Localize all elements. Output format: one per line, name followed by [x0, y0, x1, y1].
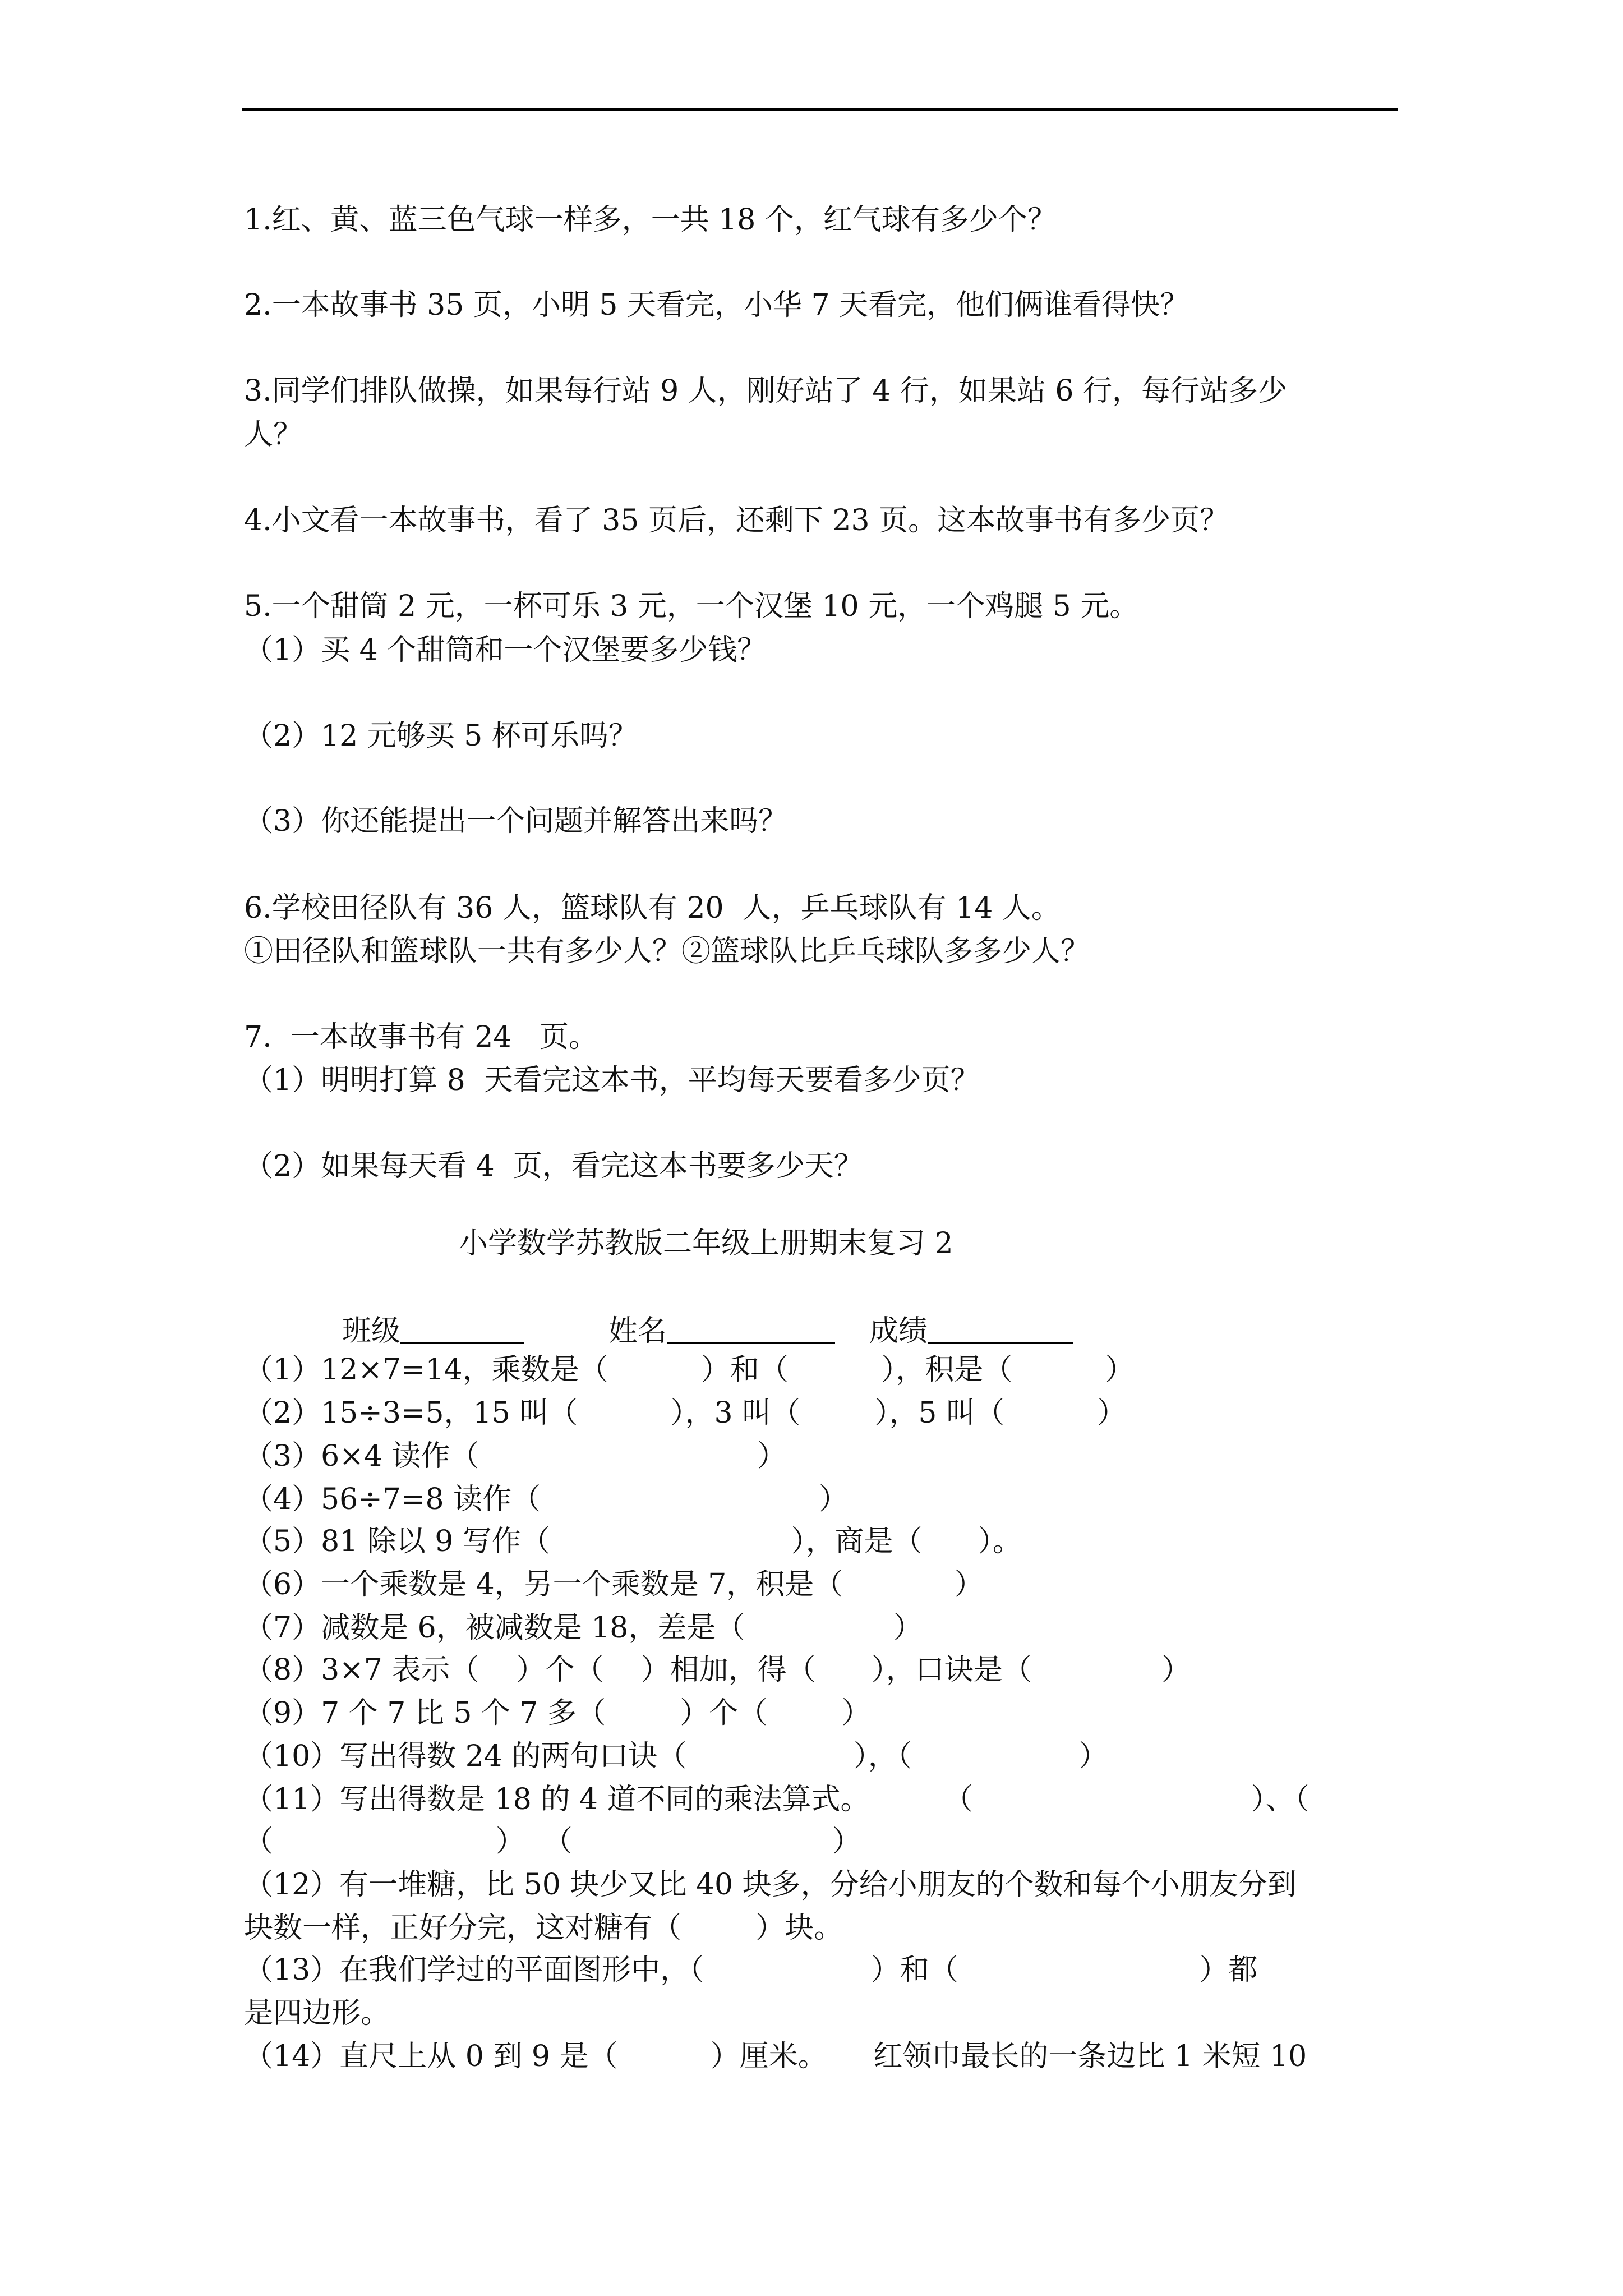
question-9: （9）7 个 7 比 5 个 7 多（ ）个（ ）: [244, 1696, 871, 1730]
header-rule: [242, 108, 1398, 111]
question-13-line2: 是四边形。: [244, 1996, 390, 2030]
class-label: 班级: [342, 1314, 401, 1348]
question-2: （2）15÷3=5，15 叫（ ），3 叫（ ），5 叫（ ）: [244, 1396, 1127, 1430]
problem-7: 7. 一本故事书有 24 页。: [244, 1020, 598, 1054]
class-field: [342, 1313, 524, 1349]
question-8: （8）3×7 表示（ ）个（ ）相加，得（ ），口诀是（ ）: [244, 1653, 1191, 1687]
problem-4: 4.小文看一本故事书，看了 35 页后，还剩下 23 页。这本故事书有多少页？: [244, 504, 1229, 537]
question-1: （1）12×7=14，乘数是（ ）和（ ），积是（ ）: [244, 1353, 1135, 1387]
question-10: （10）写出得数 24 的两句口诀（ ），（ ）: [244, 1740, 1108, 1773]
score-blank: [928, 1342, 1073, 1344]
question-12-line2: 块数一样，正好分完，这对糖有（ ）块。: [244, 1911, 843, 1945]
problem-7-part1: （1）明明打算 8 天看完这本书，平均每天要看多少页？: [244, 1064, 980, 1097]
problem-7-part2: （2）如果每天看 4 页，看完这本书要多少天？: [244, 1149, 863, 1183]
problem-3-line2: 人？: [244, 418, 303, 452]
problem-6: 6.学校田径队有 36 人，篮球队有 20 人，乒乓球队有 14 人。: [244, 891, 1061, 925]
question-14: （14）直尺上从 0 到 9 是（ ）厘米。 红领巾最长的一条边比 1 米短 10: [244, 2040, 1307, 2073]
problem-5-part3: （3）你还能提出一个问题并解答出来吗？: [244, 804, 788, 838]
question-4: （4）56÷7=8 读作（ ）: [244, 1483, 848, 1516]
problem-5-part1: （1）买 4 个甜筒和一个汉堡要多少钱？: [244, 633, 767, 667]
question-11-blanks: （ ） （ ）: [244, 1825, 861, 1858]
problem-6-questions: ①田径队和篮球队一共有多少人？②篮球队比乒乓球队多多少人？: [244, 935, 1090, 968]
problem-1: 1.红、黄、蓝三色气球一样多，一共 18 个，红气球有多少个？: [244, 203, 1057, 237]
problem-5-part2: （2）12 元够买 5 杯可乐吗？: [244, 719, 638, 753]
problem-5: 5.一个甜筒 2 元，一杯可乐 3 元，一个汉堡 10 元，一个鸡腿 5 元。: [244, 590, 1139, 623]
name-blank: [667, 1342, 835, 1344]
name-field: [608, 1313, 835, 1349]
question-7: （7）减数是 6，被减数是 18，差是（ ）: [244, 1611, 923, 1645]
question-5: （5）81 除以 9 写作（ ），商是（ ）。: [244, 1525, 1022, 1558]
score-field: [869, 1313, 1073, 1349]
name-label: 姓名: [608, 1314, 667, 1348]
question-11: （11）写出得数是 18 的 4 道不同的乘法算式。 （ ）、（: [244, 1783, 1310, 1816]
problem-2: 2.一本故事书 35 页，小明 5 天看完，小华 7 天看完，他们俩谁看得快？: [244, 288, 1189, 322]
class-blank: [400, 1342, 524, 1344]
score-label: 成绩: [869, 1314, 928, 1348]
problem-3-line1: 3.同学们排队做操，如果每行站 9 人，刚好站了 4 行，如果站 6 行，每行站多少: [244, 374, 1288, 408]
section-title: 小学数学苏教版二年级上册期末复习 2: [459, 1227, 953, 1260]
question-12-line1: （12）有一堆糖，比 50 块少又比 40 块多，分给小朋友的个数和每个小朋友分到: [244, 1868, 1297, 1902]
question-3: （3）6×4 读作（ ）: [244, 1439, 787, 1473]
question-13-line1: （13）在我们学过的平面图形中，（ ）和（ ）都: [244, 1953, 1258, 1987]
question-6: （6）一个乘数是 4，另一个乘数是 7，积是（ ）: [244, 1568, 984, 1602]
